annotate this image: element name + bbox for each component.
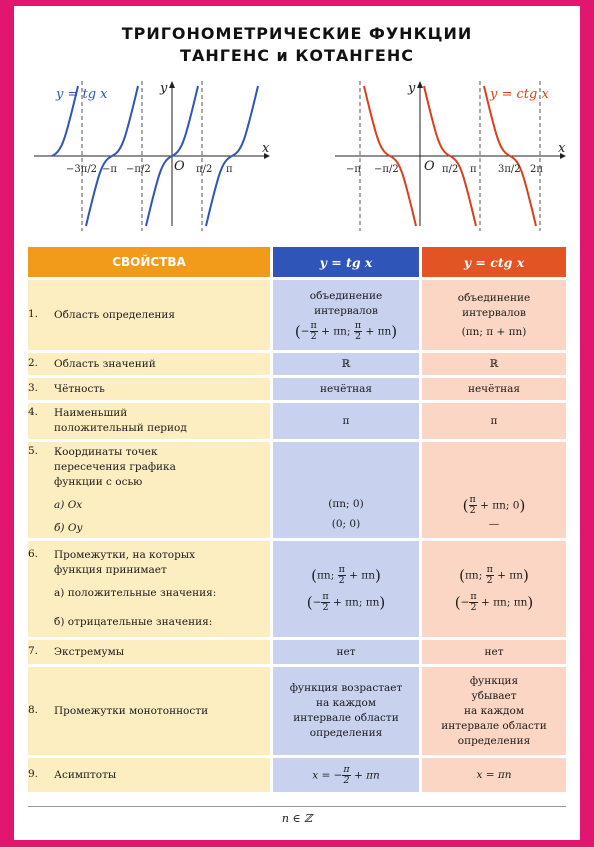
property-cell: 8. Промежутки монотонности [28,667,273,755]
cotangent-cell: x = πn [422,758,566,792]
tangent-cell: нет [273,640,422,664]
row-number: 1. [28,307,39,320]
table-row [28,541,566,637]
cotangent-cell: функция убывает на каждом интервале области определения [422,667,566,755]
cotangent-cell: нет [422,640,566,664]
cotangent-label: y = ctg x [490,87,549,102]
table-row [28,403,566,439]
property-cell: 7. Экстремумы [28,640,273,664]
tangent-cell: x = − $\frac{\pi}{2}$ + πn [273,758,422,792]
header-cotangent: y = ctg x [422,247,566,277]
cotangent-graph [330,76,575,236]
table-row [28,667,566,755]
property-cell: 6. Промежутки, на которых функция принимает а) положительные значения: б) отрицательные значения: [28,541,273,637]
table-row [28,280,566,350]
property-cell: 5. Координаты точек пересечения графика функции с осью а) Ox б) Oy [28,442,273,538]
tangent-graph [24,76,274,236]
cell-text: (πn; π + πn) [461,325,527,338]
table-row [28,758,566,792]
tick-label: π/2 [196,164,213,175]
property-cell: 4. Наименьший положительный период [28,403,273,439]
y-axis-label: y [160,81,168,96]
cotangent-cell: ( $\frac{\pi}{2}$ + πn; 0) — [422,442,566,538]
tick-label: −3π/2 [66,164,98,175]
tangent-label: y = tg x [56,87,108,102]
tick-label: 2π [530,164,543,175]
header-properties: СВОЙСТВА [28,247,273,277]
table-row [28,442,566,538]
x-axis-label: x [262,141,270,156]
footer-divider [28,806,566,807]
property-cell: 2. Область значений [28,353,273,375]
interval-formula: (− $\frac{\pi}{2}$ + πn; $\frac{\pi}{2}$ + πn) [294,319,398,342]
cotangent-cell: (πn; $\frac{\pi}{2}$ + πn) (− $\frac{\pi}{2}$ + πn; πn) [422,541,566,637]
cell-text: объединение [457,291,531,304]
table-row [28,353,566,375]
footer-note: n ∈ ℤ [281,812,313,825]
origin-label: O [424,159,435,174]
table-row [28,378,566,400]
tick-label: −π [346,164,361,175]
tick-label: π [470,164,477,175]
tangent-cell: ℝ [273,353,422,375]
cell-text: объединение [309,289,383,302]
cell-text: интервалов [314,304,378,317]
tangent-cell: (πn; 0) (0; 0) [273,442,422,538]
x-axis-label: x [558,141,566,156]
property-label: Область определения [54,308,176,321]
header-tangent: y = tg x [273,247,422,277]
cotangent-cell [422,280,566,350]
cotangent-cell: π [422,403,566,439]
cotangent-cell: нечётная [422,378,566,400]
property-cell: 3. Чётность [28,378,273,400]
tick-label: 3π/2 [498,164,521,175]
origin-label: O [174,159,185,174]
tangent-cell: функция возрастает на каждом интервале области определения [273,667,422,755]
cotangent-cell: ℝ [422,353,566,375]
tick-label: −π/2 [126,164,151,175]
tick-label: −π/2 [374,164,399,175]
title-line-1: ТРИГОНОМЕТРИЧЕСКИЕ ФУНКЦИИ [121,24,473,43]
property-cell [28,280,273,350]
table-header-row [28,247,566,277]
property-cell: 9. Асимптоты [28,758,273,792]
tangent-cell: (πn; $\frac{\pi}{2}$ + πn) (− $\frac{\pi}{2}$ + πn; πn) [273,541,422,637]
title-line-2: ТАНГЕНС и КОТАНГЕНС [180,46,414,65]
cell-text: интервалов [462,306,526,319]
tick-label: π/2 [442,164,459,175]
tangent-cell: π [273,403,422,439]
tick-label: −π [102,164,117,175]
tangent-cell: нечётная [273,378,422,400]
tick-label: π [226,164,233,175]
poster-sheet [14,6,580,840]
properties-table [28,244,566,795]
tangent-cell [273,280,422,350]
y-axis-label: y [408,81,416,96]
table-row [28,640,566,664]
